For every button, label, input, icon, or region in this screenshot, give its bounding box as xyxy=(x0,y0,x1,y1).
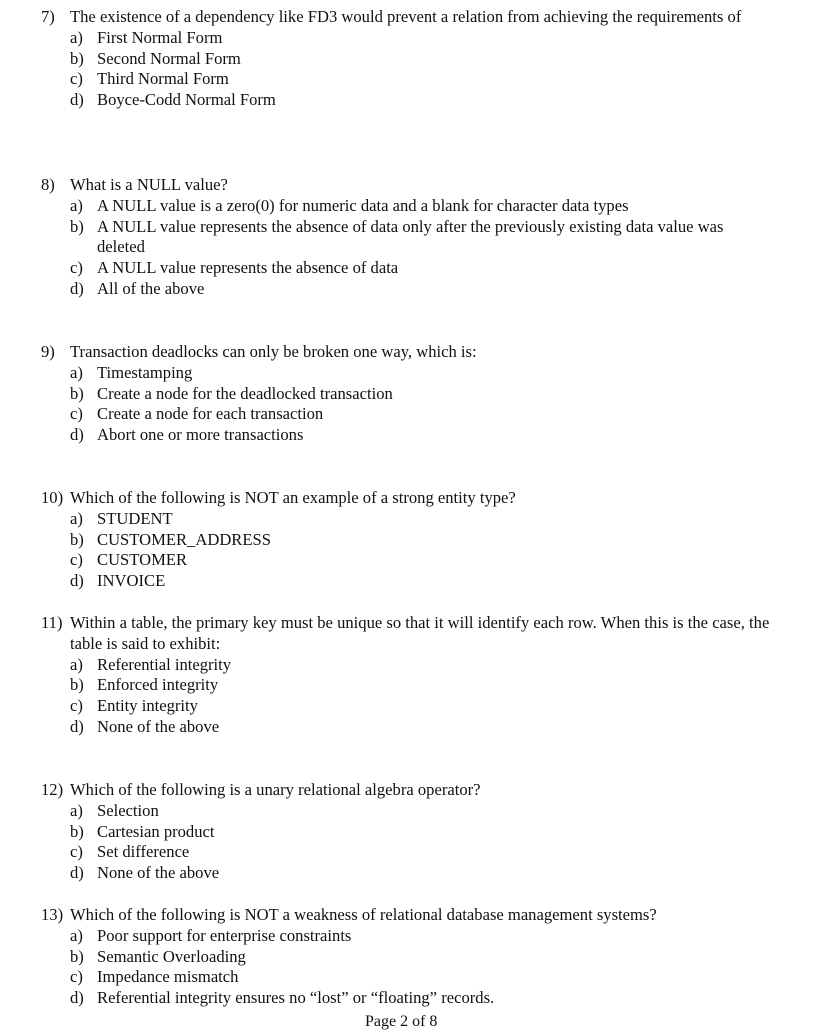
option-text: Create a node for the deadlocked transaction xyxy=(97,383,393,403)
option-list xyxy=(70,509,771,592)
option-text: Referential integrity xyxy=(97,654,232,674)
option-label: a) xyxy=(70,195,83,215)
question-11 xyxy=(41,613,771,738)
option-list xyxy=(70,363,771,446)
option-b xyxy=(70,530,771,551)
question-number: 11) xyxy=(41,613,63,632)
question-10 xyxy=(41,488,771,592)
option-a xyxy=(70,196,771,217)
option-label: b) xyxy=(70,529,84,549)
option-b xyxy=(70,947,771,968)
option-label: c) xyxy=(70,967,83,987)
option-text: Cartesian product xyxy=(97,821,215,841)
question-text: The existence of a dependency like FD3 would prevent a relation from achieving the requirements of xyxy=(70,7,742,26)
option-text: All of the above xyxy=(97,278,205,298)
option-text: Semantic Overloading xyxy=(97,946,246,966)
question-text: What is a NULL value? xyxy=(70,175,228,194)
option-label: d) xyxy=(70,863,84,883)
question-number: 8) xyxy=(41,175,55,194)
option-label: a) xyxy=(70,654,83,674)
option-label: b) xyxy=(70,946,84,966)
option-text: Selection xyxy=(97,800,159,820)
option-b xyxy=(70,217,771,259)
option-label: d) xyxy=(70,90,84,110)
question-stem xyxy=(41,7,771,28)
question-text: Which of the following is NOT an example of a strong entity type? xyxy=(70,488,516,507)
question-stem xyxy=(41,175,771,196)
option-b xyxy=(70,822,771,843)
option-text: Third Normal Form xyxy=(97,69,229,89)
option-text: A NULL value is a zero(0) for numeric data and a blank for character data types xyxy=(97,195,629,215)
option-b xyxy=(70,49,771,70)
option-label: d) xyxy=(70,425,84,445)
option-d xyxy=(70,863,771,884)
option-label: b) xyxy=(70,675,84,695)
option-text: First Normal Form xyxy=(97,27,223,47)
option-text: Second Normal Form xyxy=(97,48,241,68)
question-number: 13) xyxy=(41,905,64,924)
question-8 xyxy=(41,175,771,300)
option-a xyxy=(70,363,771,384)
option-c xyxy=(70,258,771,279)
option-list xyxy=(70,196,771,300)
option-d xyxy=(70,717,771,738)
option-label: a) xyxy=(70,508,83,528)
option-label: a) xyxy=(70,27,83,47)
option-label: b) xyxy=(70,383,84,403)
option-text: A NULL value represents the absence of data xyxy=(97,258,399,278)
option-list xyxy=(70,926,771,1009)
question-stem xyxy=(41,905,771,926)
option-list xyxy=(70,28,771,111)
option-text: Referential integrity ensures no “lost” or “floating” records. xyxy=(97,988,495,1008)
option-text: Set difference xyxy=(97,842,190,862)
question-text: Which of the following is a unary relational algebra operator? xyxy=(70,780,481,799)
option-label: c) xyxy=(70,550,83,570)
option-d xyxy=(70,988,771,1009)
question-stem xyxy=(41,613,771,655)
question-7 xyxy=(41,7,771,111)
option-text: Create a node for each transaction xyxy=(97,404,324,424)
option-label: b) xyxy=(70,821,84,841)
option-text: A NULL value represents the absence of data only after the previously existing data value was deleted xyxy=(97,216,724,257)
option-text: Boyce-Codd Normal Form xyxy=(97,90,276,110)
option-label: c) xyxy=(70,842,83,862)
option-a xyxy=(70,28,771,49)
option-label: d) xyxy=(70,278,84,298)
page-footer: Page 2 of 8 xyxy=(365,1013,438,1030)
option-d xyxy=(70,90,771,111)
question-9 xyxy=(41,342,771,446)
option-text: Abort one or more transactions xyxy=(97,425,304,445)
option-label: c) xyxy=(70,404,83,424)
option-b xyxy=(70,384,771,405)
option-text: Impedance mismatch xyxy=(97,967,239,987)
option-b xyxy=(70,675,771,696)
option-c xyxy=(70,404,771,425)
option-c xyxy=(70,69,771,90)
option-c xyxy=(70,550,771,571)
question-13 xyxy=(41,905,771,1009)
question-text: Transaction deadlocks can only be broken one way, which is: xyxy=(70,342,477,361)
question-number: 12) xyxy=(41,780,64,799)
option-list xyxy=(70,801,771,884)
option-a xyxy=(70,801,771,822)
option-label: c) xyxy=(70,258,83,278)
option-c xyxy=(70,696,771,717)
option-label: d) xyxy=(70,571,84,591)
option-text: Enforced integrity xyxy=(97,675,219,695)
option-text: STUDENT xyxy=(97,508,173,528)
question-stem xyxy=(41,342,771,363)
option-label: c) xyxy=(70,696,83,716)
option-text: Timestamping xyxy=(97,362,193,382)
option-text: None of the above xyxy=(97,716,220,736)
question-text: Which of the following is NOT a weakness of relational database management systems? xyxy=(70,905,657,924)
option-text: CUSTOMER xyxy=(97,550,188,570)
option-a xyxy=(70,509,771,530)
option-text: Poor support for enterprise constraints xyxy=(97,925,352,945)
option-c xyxy=(70,842,771,863)
question-number: 9) xyxy=(41,342,55,361)
option-text: Entity integrity xyxy=(97,696,198,716)
option-text: INVOICE xyxy=(97,571,166,591)
option-d xyxy=(70,279,771,300)
question-number: 10) xyxy=(41,488,64,507)
option-label: c) xyxy=(70,69,83,89)
question-12 xyxy=(41,780,771,884)
option-label: b) xyxy=(70,216,84,236)
option-list xyxy=(70,655,771,738)
option-label: b) xyxy=(70,48,84,68)
option-label: a) xyxy=(70,925,83,945)
question-stem xyxy=(41,780,771,801)
option-c xyxy=(70,967,771,988)
option-label: a) xyxy=(70,800,83,820)
option-a xyxy=(70,926,771,947)
option-label: d) xyxy=(70,716,84,736)
option-label: a) xyxy=(70,362,83,382)
option-text: CUSTOMER_ADDRESS xyxy=(97,529,271,549)
question-text: Within a table, the primary key must be unique so that it will identify each row. When this is the case, the table is said to exhibit: xyxy=(70,613,770,653)
option-d xyxy=(70,571,771,592)
option-a xyxy=(70,655,771,676)
option-label: d) xyxy=(70,988,84,1008)
question-stem xyxy=(41,488,771,509)
option-text: None of the above xyxy=(97,863,220,883)
option-d xyxy=(70,425,771,446)
question-number: 7) xyxy=(41,7,55,26)
